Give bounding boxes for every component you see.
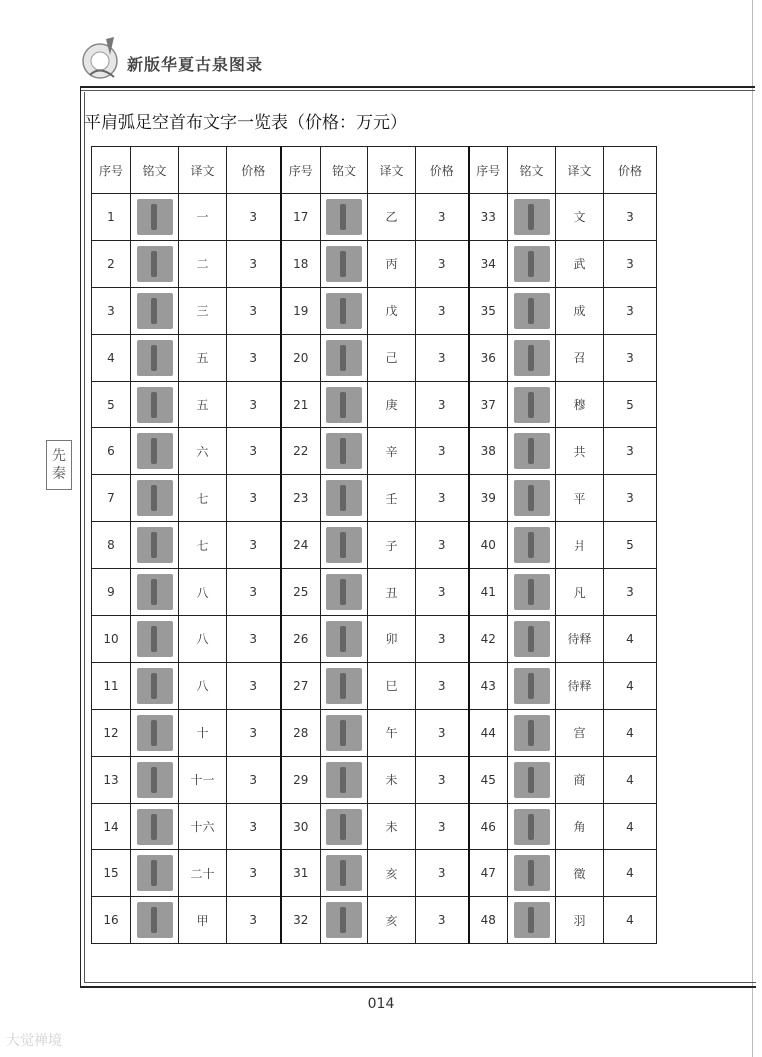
inscription-image-cell [131,897,179,944]
serial-number-cell: 25 [281,569,321,616]
serial-number-cell: 9 [92,569,131,616]
header-cell: 序号 [92,147,131,194]
inscription-image-cell [508,334,556,381]
price-cell: 5 [604,522,657,569]
side-section-label [46,440,72,490]
inscription-image-cell [508,616,556,663]
inscription-image-cell [321,240,368,287]
serial-number-cell: 34 [469,240,508,287]
price-cell: 3 [604,194,657,241]
inscription-image [514,574,550,610]
header-cell: 铭文 [131,147,179,194]
price-cell: 3 [416,709,469,756]
header-cell: 译文 [556,147,604,194]
price-cell: 3 [604,334,657,381]
inscription-image [137,340,173,376]
inscription-image-cell [508,662,556,709]
inscription-image-cell [131,381,179,428]
inscription-image-cell [131,287,179,334]
translation-cell: 共 [556,428,604,475]
serial-number-cell: 12 [92,709,131,756]
translation-cell: 巳 [368,662,416,709]
inscription-image [326,199,362,235]
translation-cell: 丙 [368,240,416,287]
price-cell: 3 [604,240,657,287]
translation-cell: 武 [556,240,604,287]
header-cell: 价格 [227,147,281,194]
table-row [92,428,657,475]
inscription-image-cell [508,569,556,616]
translation-cell: 午 [368,709,416,756]
price-cell: 3 [416,897,469,944]
serial-number-cell: 24 [281,522,321,569]
table-row [92,897,657,944]
inscription-image [514,433,550,469]
serial-number-cell: 3 [92,287,131,334]
price-cell: 3 [227,381,281,428]
translation-cell: 凡 [556,569,604,616]
price-cell: 3 [227,897,281,944]
translation-cell: 十 [179,709,227,756]
serial-number-cell: 13 [92,756,131,803]
price-cell: 4 [604,662,657,709]
serial-number-cell: 11 [92,662,131,709]
translation-cell: 八 [179,569,227,616]
translation-cell: 亥 [368,897,416,944]
translation-cell: 七 [179,522,227,569]
inscription-image [514,809,550,845]
price-cell: 3 [416,475,469,522]
inscription-image-cell [131,475,179,522]
price-cell: 4 [604,850,657,897]
inscription-image [137,246,173,282]
price-cell: 3 [416,616,469,663]
inscription-image [514,527,550,563]
serial-number-cell: 38 [469,428,508,475]
translation-cell: 召 [556,334,604,381]
translation-cell: 五 [179,334,227,381]
translation-cell: 丑 [368,569,416,616]
serial-number-cell: 27 [281,662,321,709]
inscription-image [514,340,550,376]
translation-cell: 卯 [368,616,416,663]
translation-cell: 爿 [556,522,604,569]
price-cell: 3 [604,287,657,334]
inscription-image-cell [131,334,179,381]
inscription-image [326,340,362,376]
serial-number-cell: 45 [469,756,508,803]
price-cell: 3 [227,756,281,803]
table-row [92,475,657,522]
inscription-image [137,715,173,751]
translation-cell: 八 [179,616,227,663]
header-cell: 序号 [281,147,321,194]
translation-cell: 八 [179,662,227,709]
inscription-image-cell [321,616,368,663]
translation-cell: 文 [556,194,604,241]
translation-cell: 待释 [556,662,604,709]
inscription-image-cell [321,897,368,944]
translation-cell: 待释 [556,616,604,663]
inscription-image-cell [508,428,556,475]
translation-cell: 一 [179,194,227,241]
inscription-image-cell [508,756,556,803]
price-cell: 3 [604,475,657,522]
watermark: 大觉禅境 [6,1033,62,1049]
serial-number-cell: 33 [469,194,508,241]
price-cell: 5 [604,381,657,428]
table-row [92,756,657,803]
serial-number-cell: 32 [281,897,321,944]
inscription-image [326,855,362,891]
table-row [92,803,657,850]
serial-number-cell: 22 [281,428,321,475]
translation-cell: 庚 [368,381,416,428]
serial-number-cell: 31 [281,850,321,897]
translation-cell: 十一 [179,756,227,803]
price-cell: 3 [604,569,657,616]
price-cell: 3 [416,522,469,569]
price-cell: 4 [604,803,657,850]
translation-cell: 商 [556,756,604,803]
inscription-image [137,527,173,563]
price-cell: 3 [416,756,469,803]
price-cell: 3 [416,803,469,850]
table-row [92,616,657,663]
translation-cell: 羽 [556,897,604,944]
header-cell: 价格 [604,147,657,194]
serial-number-cell: 17 [281,194,321,241]
inscription-image-cell [131,194,179,241]
serial-number-cell: 10 [92,616,131,663]
inscription-image [326,715,362,751]
serial-number-cell: 37 [469,381,508,428]
side-label-char-1: 先 [52,448,66,464]
translation-cell: 十六 [179,803,227,850]
inscription-image [326,902,362,938]
inscription-image [514,668,550,704]
price-cell: 3 [416,194,469,241]
serial-number-cell: 29 [281,756,321,803]
translation-cell: 二十 [179,850,227,897]
price-cell: 3 [227,428,281,475]
price-cell: 3 [604,428,657,475]
inscription-image [514,480,550,516]
price-cell: 3 [227,803,281,850]
inscription-image-cell [321,287,368,334]
inscription-image [326,574,362,610]
inscription-image-cell [321,569,368,616]
inscription-image-cell [321,194,368,241]
inscription-image [514,902,550,938]
table-row [92,287,657,334]
inscription-image-cell [321,522,368,569]
table-row [92,850,657,897]
serial-number-cell: 43 [469,662,508,709]
inscription-image-cell [131,662,179,709]
inscription-image-cell [321,662,368,709]
inscription-image [326,293,362,329]
inscription-image [137,433,173,469]
serial-number-cell: 7 [92,475,131,522]
inscription-image [326,433,362,469]
inscription-image-cell [131,240,179,287]
price-cell: 3 [227,662,281,709]
serial-number-cell: 2 [92,240,131,287]
page-number: 014 [367,996,395,1012]
inscription-image [326,762,362,798]
inscription-image [137,293,173,329]
inscription-image [514,293,550,329]
serial-number-cell: 8 [92,522,131,569]
inscription-image [514,199,550,235]
table-header-row [92,147,657,194]
translation-cell: 三 [179,287,227,334]
inscription-image-cell [131,616,179,663]
inscription-image-cell [131,569,179,616]
inscription-image [137,809,173,845]
serial-number-cell: 39 [469,475,508,522]
serial-number-cell: 40 [469,522,508,569]
header-cell: 译文 [368,147,416,194]
logo-icon [80,35,124,83]
translation-cell: 六 [179,428,227,475]
inscription-image [514,762,550,798]
translation-cell: 宫 [556,709,604,756]
price-cell: 3 [227,194,281,241]
table-row [92,709,657,756]
inscription-image-cell [131,756,179,803]
serial-number-cell: 35 [469,287,508,334]
inscription-image [326,246,362,282]
translation-cell: 辛 [368,428,416,475]
inscription-image-cell [321,803,368,850]
inscription-image-cell [321,475,368,522]
inscription-image [137,199,173,235]
inscription-table [91,146,657,944]
translation-cell: 子 [368,522,416,569]
inscription-image-cell [508,381,556,428]
price-cell: 3 [227,240,281,287]
inscription-image [514,387,550,423]
translation-cell: 壬 [368,475,416,522]
price-cell: 3 [227,709,281,756]
inscription-image-cell [508,475,556,522]
serial-number-cell: 42 [469,616,508,663]
inscription-image-cell [508,897,556,944]
serial-number-cell: 26 [281,616,321,663]
translation-cell: 戊 [368,287,416,334]
translation-cell: 己 [368,334,416,381]
translation-cell: 未 [368,756,416,803]
price-cell: 3 [416,334,469,381]
price-cell: 3 [227,569,281,616]
inscription-image-cell [321,850,368,897]
inscription-image [514,621,550,657]
price-cell: 3 [416,287,469,334]
price-cell: 3 [416,428,469,475]
inscription-image-cell [131,428,179,475]
inscription-image-cell [508,287,556,334]
header-cell: 译文 [179,147,227,194]
inscription-image-cell [508,194,556,241]
price-cell: 3 [227,334,281,381]
inscription-image-cell [508,240,556,287]
header-cell: 铭文 [508,147,556,194]
serial-number-cell: 28 [281,709,321,756]
translation-cell: 亥 [368,850,416,897]
translation-cell: 徵 [556,850,604,897]
inscription-image [137,621,173,657]
table-row [92,194,657,241]
table-row [92,240,657,287]
table-row [92,522,657,569]
serial-number-cell: 41 [469,569,508,616]
inscription-image-cell [131,803,179,850]
side-label-char-2: 秦 [52,466,66,482]
inscription-image [514,246,550,282]
inscription-image [326,387,362,423]
price-cell: 3 [227,287,281,334]
translation-cell: 二 [179,240,227,287]
serial-number-cell: 5 [92,381,131,428]
table-row [92,662,657,709]
inscription-image [326,480,362,516]
price-cell: 4 [604,756,657,803]
inscription-image-cell [321,709,368,756]
inscription-image [137,902,173,938]
serial-number-cell: 47 [469,850,508,897]
translation-cell: 七 [179,475,227,522]
translation-cell: 角 [556,803,604,850]
inscription-image [514,855,550,891]
inscription-image [137,762,173,798]
price-cell: 3 [227,850,281,897]
serial-number-cell: 36 [469,334,508,381]
translation-cell: 未 [368,803,416,850]
serial-number-cell: 44 [469,709,508,756]
header-title: 新版华夏古泉图录 [127,55,264,74]
inscription-image [137,668,173,704]
serial-number-cell: 48 [469,897,508,944]
price-cell: 3 [416,240,469,287]
translation-cell: 平 [556,475,604,522]
serial-number-cell: 1 [92,194,131,241]
header-cell: 价格 [416,147,469,194]
inscription-image-cell [131,850,179,897]
inscription-image-cell [321,428,368,475]
price-cell: 3 [416,569,469,616]
header-cell: 铭文 [321,147,368,194]
serial-number-cell: 18 [281,240,321,287]
serial-number-cell: 19 [281,287,321,334]
inscription-image-cell [321,756,368,803]
serial-number-cell: 6 [92,428,131,475]
serial-number-cell: 20 [281,334,321,381]
inscription-image [137,480,173,516]
inscription-image [137,387,173,423]
price-cell: 4 [604,709,657,756]
inscription-image-cell [508,850,556,897]
inscription-image-cell [321,381,368,428]
translation-cell: 甲 [179,897,227,944]
price-cell: 3 [416,381,469,428]
translation-cell: 五 [179,381,227,428]
inscription-image [514,715,550,751]
serial-number-cell: 21 [281,381,321,428]
table-title: 平肩弧足空首布文字一览表（价格：万元） [84,113,407,133]
inscription-image [137,855,173,891]
inscription-image [326,809,362,845]
price-cell: 4 [604,616,657,663]
price-cell: 3 [227,616,281,663]
serial-number-cell: 14 [92,803,131,850]
serial-number-cell: 15 [92,850,131,897]
inscription-image-cell [508,803,556,850]
serial-number-cell: 23 [281,475,321,522]
table-row [92,569,657,616]
inscription-image [326,527,362,563]
inscription-image-cell [131,709,179,756]
translation-cell: 乙 [368,194,416,241]
inscription-image [137,574,173,610]
serial-number-cell: 46 [469,803,508,850]
inscription-image-cell [508,522,556,569]
table-row [92,381,657,428]
translation-cell: 成 [556,287,604,334]
translation-cell: 穆 [556,381,604,428]
serial-number-cell: 4 [92,334,131,381]
table-row [92,334,657,381]
inscription-image-cell [131,522,179,569]
serial-number-cell: 30 [281,803,321,850]
inscription-image [326,621,362,657]
price-cell: 3 [227,475,281,522]
inscription-image [326,668,362,704]
price-cell: 3 [416,850,469,897]
inscription-image-cell [321,334,368,381]
serial-number-cell: 16 [92,897,131,944]
price-cell: 4 [604,897,657,944]
header-cell: 序号 [469,147,508,194]
price-cell: 3 [227,522,281,569]
price-cell: 3 [416,662,469,709]
inscription-image-cell [508,709,556,756]
